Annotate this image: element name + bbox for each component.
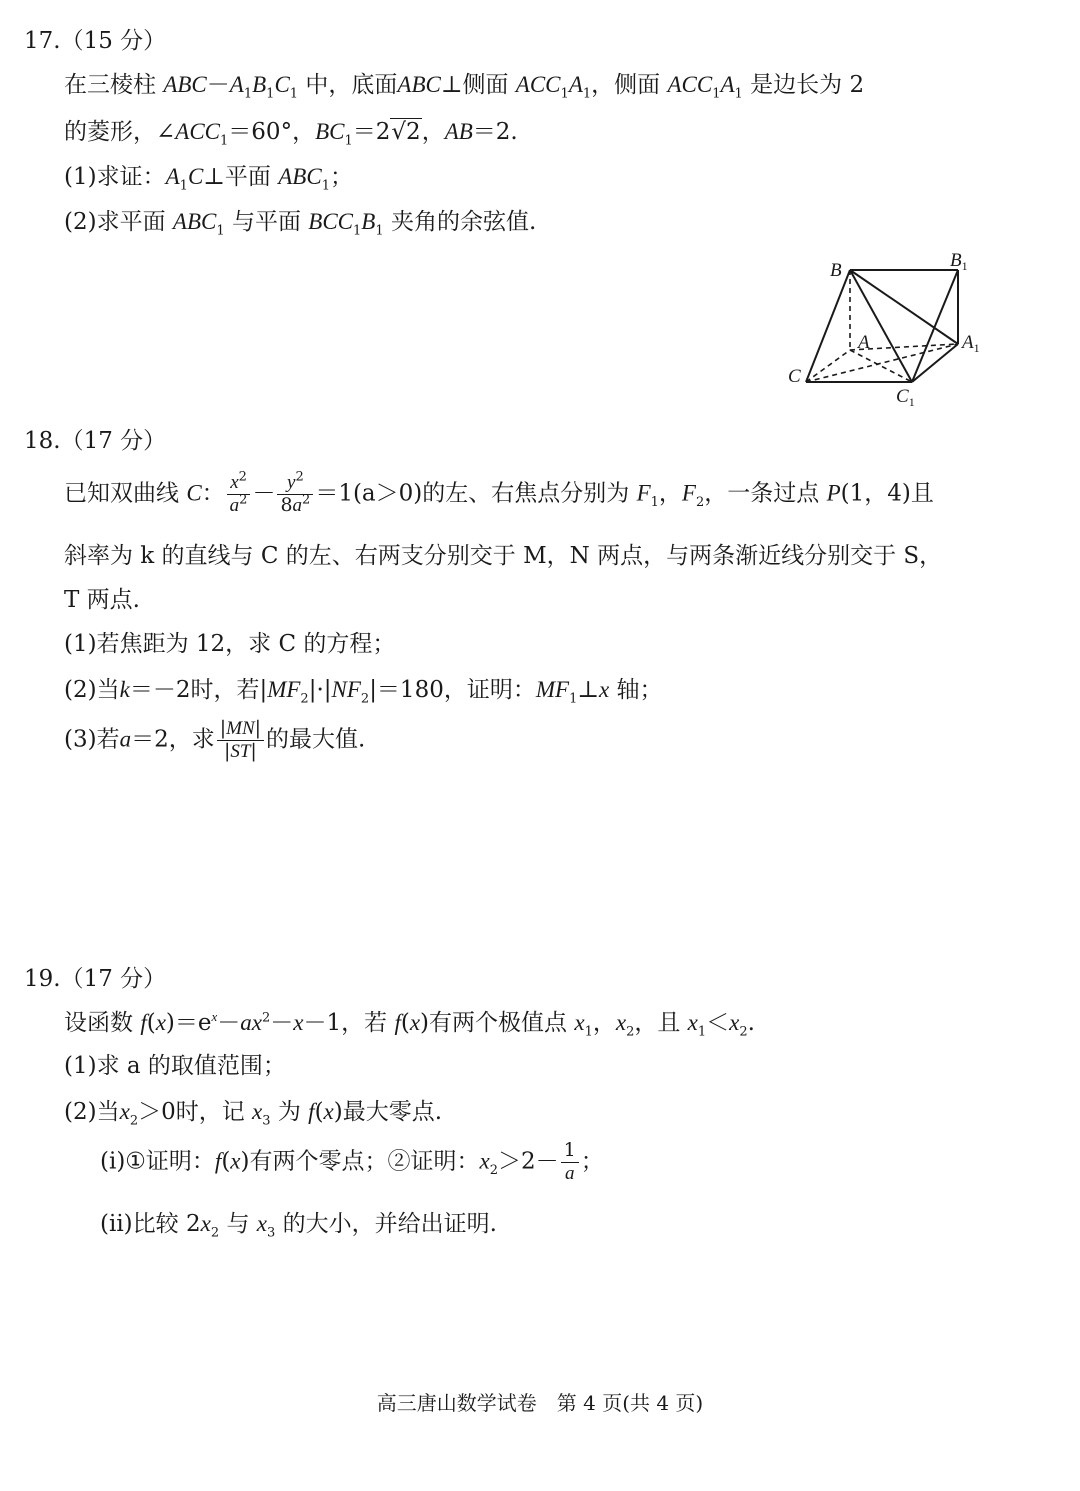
q17-text: (1)求证： <box>64 164 166 190</box>
edge-B1C1 <box>912 270 958 382</box>
q17-text: ， <box>421 119 445 145</box>
q17-text: 夹角的余弦值. <box>390 209 537 235</box>
q17-text: 与平面 <box>231 209 301 235</box>
q19-text: 有两个零点；②证明： <box>249 1148 480 1175</box>
q17-text: 是边长为 2 <box>750 72 865 98</box>
q17-text: 平面 <box>224 164 271 190</box>
q18-text: (a＞0)的左、右焦点分别为 <box>352 480 630 507</box>
q19-text: 与 <box>226 1211 250 1237</box>
fraction-x2-a2: $\frac{x^2}{a^2}$ <box>227 472 251 517</box>
edge-BC1 <box>850 270 912 382</box>
q17-stem-line1: 在三棱柱 $ABC-A_1B_1C_1$ 中，底面ABC⊥侧面 $ACC_1A_1$，侧面 $ACC_1A_1$ 是边长为 2 <box>64 72 865 102</box>
page-footer: 高三唐山数学试卷 第 4 页(共 4 页) <box>376 1391 704 1415</box>
q17-text: 中，底面 <box>305 72 398 98</box>
q18-text: ，求 <box>168 726 215 753</box>
q18-line2: 斜率为 k 的直线与 C 的左、右两支分别交于 M，N 两点，与两条渐近线分别交于 S， <box>64 543 943 569</box>
prism-figure <box>780 250 1040 410</box>
q17-text: ，侧面 <box>591 72 661 98</box>
q18-text: (3)若 <box>64 726 120 753</box>
q18-text: 已知双曲线 <box>64 480 179 507</box>
q17-text: 的菱形，∠ <box>64 119 176 145</box>
q18-part3: (3)若a＝2，求 $\frac{|MN|}{|ST|}$ 的最大值. <box>64 717 366 762</box>
q19-text: 时，记 <box>175 1099 245 1125</box>
q18-text: 且 <box>910 480 934 507</box>
q19-sub-ii: (ii)比较 $2x_2$ 与 $x_3$ 的大小，并给出证明. <box>100 1211 497 1241</box>
q18-number: 18.（17 分） <box>24 428 167 454</box>
q17-text: ＝60°， <box>228 119 316 145</box>
q19-sub-i: (i)①证明：f(x)有两个零点；②证明：$x_2>2-$ $\frac{1}{a}$ ； <box>100 1139 604 1184</box>
q19-text: 为 <box>277 1099 301 1125</box>
q18-line1: 已知双曲线 C： $\frac{x^2}{a^2}$ － $\frac{y^2}{8a^2}$ ＝1(a＞0)的左、右焦点分别为 $F_1$，$F_2$，一条过点 P(1，4)且 <box>64 469 934 516</box>
q17-part1: (1)求证：$A_1C\perp$平面 $ABC_1$； <box>64 164 353 194</box>
q19-number: 19.（17 分） <box>24 966 167 992</box>
q17-text: ； <box>329 164 353 190</box>
q18-text: 时，若 <box>190 677 260 703</box>
q19-text: (2)当 <box>64 1099 120 1125</box>
fraction-y2-8a2: $\frac{y^2}{8a^2}$ <box>277 472 313 517</box>
label-C1: $C_1$ <box>896 386 915 409</box>
q17-stem-line2: 的菱形，$\angle ACC_1=60^\circ$，$BC_1=2√2$，AB＝2. <box>64 119 518 149</box>
q19-text: (i)①证明： <box>100 1148 215 1175</box>
q17-text: (2)求平面 <box>64 209 166 235</box>
q18-text: 的最大值. <box>266 726 366 753</box>
label-B1: $B_1$ <box>950 250 968 273</box>
label-B: B <box>830 260 842 281</box>
label-A1: $A_1$ <box>962 332 980 355</box>
q17-text: 侧面 <box>462 72 509 98</box>
label-A: A <box>858 332 870 353</box>
q18-part2: (2)当k＝－2时，若$|MF_2|\cdot|NF_2|=180$，证明：$MF_1\perp x$ 轴； <box>64 677 663 707</box>
fraction-1-a: $\frac{1}{a}$ <box>561 1140 579 1185</box>
fraction-MN-ST: $\frac{|MN|}{|ST|}$ <box>217 718 264 763</box>
q18-text: 轴； <box>616 677 663 703</box>
q17-number: 17.（15 分） <box>24 28 167 54</box>
q18-text: ，一条过点 <box>704 480 820 507</box>
q19-text: ，且 <box>634 1010 681 1036</box>
q19-text: 最大零点. <box>342 1099 443 1125</box>
q19-text: 的大小，并给出证明. <box>282 1211 497 1237</box>
q17-text: 在三棱柱 <box>64 72 156 98</box>
q19-text: ； <box>580 1148 604 1175</box>
q18-text: ，证明： <box>443 677 536 703</box>
q19-stem: 设函数 $f(x)=e^x-ax^2-x-1$，若 f(x)有两个极值点 $x_1$，$x_2$，且 $x_1<x_2$. <box>64 1009 755 1040</box>
label-C: C <box>788 366 801 387</box>
q19-part1: (1)求 a 的取值范围； <box>64 1053 286 1079</box>
q19-text: 有两个极值点 <box>429 1010 568 1036</box>
q18-line3: T 两点. <box>64 587 140 613</box>
q19-part2: (2)当$x_2>0$时，记 $x_3$ 为 f(x)最大零点. <box>64 1099 443 1129</box>
q17-text: ＝2. <box>472 119 518 145</box>
q19-text: ，若 <box>341 1010 388 1036</box>
q19-text: (ii)比较 <box>100 1211 179 1237</box>
q18-part1: (1)若焦距为 12，求 C 的方程； <box>64 631 396 657</box>
q19-text: 设函数 <box>64 1010 133 1036</box>
q18-text: (2)当 <box>64 677 120 703</box>
q17-part2: (2)求平面 $ABC_1$ 与平面 $BCC_1B_1$ 夹角的余弦值. <box>64 209 537 239</box>
